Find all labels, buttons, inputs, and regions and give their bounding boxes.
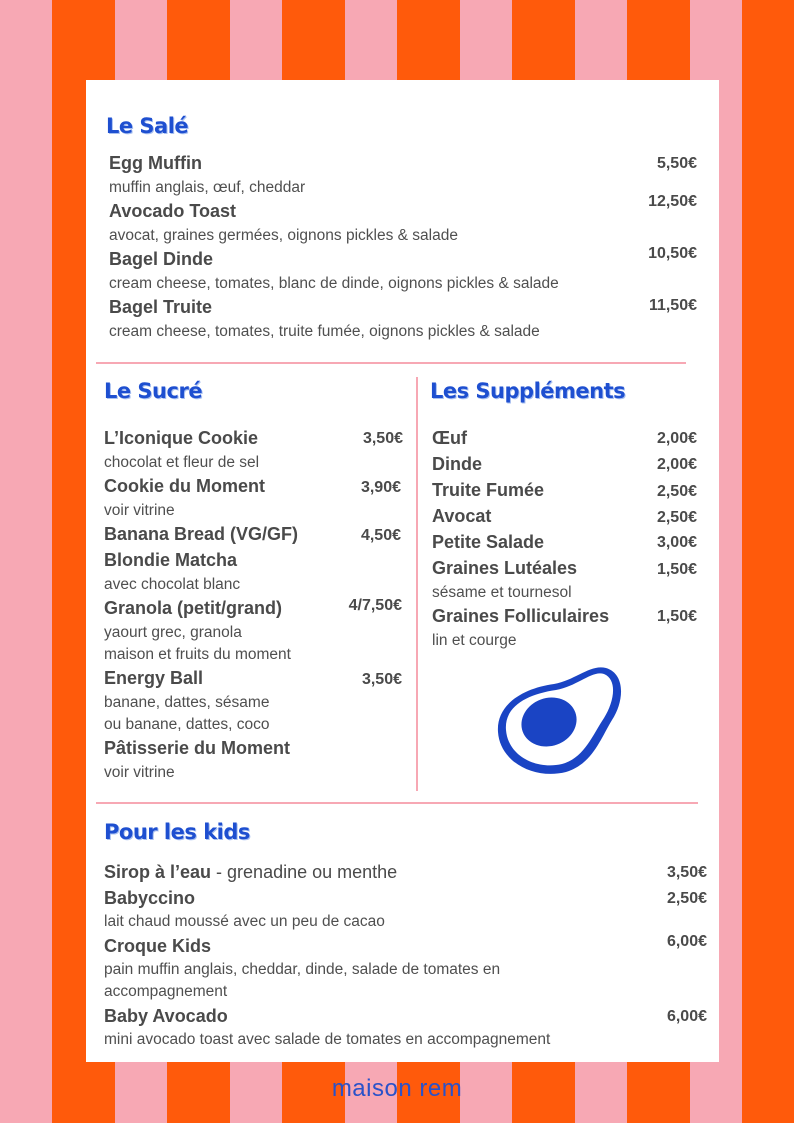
section-title-sale: Le Salé [106,114,189,138]
kids-item-name-suffix: - grenadine ou menthe [211,862,398,882]
supplement-item-price: 2,00€ [656,456,697,473]
kids-item-name: Baby Avocado [104,1006,228,1026]
column-divider [416,377,418,791]
sale-item-name: Bagel Dinde [109,249,214,269]
sale-item-desc: cream cheese, tomates, blanc de dinde, oignons pickles & salade [109,275,559,292]
section-divider [96,802,698,804]
supplement-item-desc: lin et courge [432,632,517,649]
sale-item-name: Egg Muffin [109,153,202,173]
supplement-item-name: Avocat [432,506,492,526]
kids-item-price: 2,50€ [666,890,707,907]
sale-item-desc: avocat, graines germées, oignons pickles & salade [109,227,458,244]
sucre-item-desc: maison et fruits du moment [104,646,291,663]
supplement-item-price: 2,50€ [656,509,697,526]
sale-item-price: 12,50€ [648,193,697,210]
supplement-item-name: Œuf [432,428,467,448]
sucre-item-price: 3,50€ [362,430,403,447]
supplement-item-name: Dinde [432,454,483,474]
sucre-item-name: Granola (petit/grand) [104,598,283,618]
avocado-icon [494,660,630,778]
sale-item-name: Avocado Toast [109,201,237,221]
sucre-item-desc: banane, dattes, sésame [104,694,270,711]
kids-item-name: Croque Kids [104,936,212,956]
sucre-item-desc: avec chocolat blanc [104,576,241,593]
supplement-item-name: Graines Lutéales [432,558,578,578]
sucre-item-name: Banana Bread (VG/GF) [104,524,299,544]
sale-item-price: 10,50€ [648,245,697,262]
sale-item-desc: muffin anglais, œuf, cheddar [109,179,306,196]
sale-item-desc: cream cheese, tomates, truite fumée, oignons pickles & salade [109,323,540,340]
kids-item-price: 6,00€ [666,933,707,950]
sucre-item-price: 4,50€ [360,527,401,544]
sucre-item-desc: yaourt grec, granola [104,624,242,641]
sucre-item-desc: ou banane, dattes, coco [104,716,270,733]
sucre-item-name: Pâtisserie du Moment [104,738,291,758]
kids-item-name-text: Sirop à l’eau [104,862,212,882]
supplement-item-price: 1,50€ [656,608,697,625]
kids-item-desc: mini avocado toast avec salade de tomates en accompagnement [104,1031,551,1048]
sucre-item-price: 3,50€ [361,671,402,688]
sale-item-price: 11,50€ [648,297,697,314]
sucre-item-desc: voir vitrine [104,502,175,519]
kids-item-name [104,862,397,883]
section-title-sucre: Le Sucré [104,379,203,403]
kids-item-desc: pain muffin anglais, cheddar, dinde, salade de tomates en [104,961,501,978]
sucre-item-desc: voir vitrine [104,764,175,781]
sucre-item-desc: chocolat et fleur de sel [104,454,260,471]
sucre-item-price: 3,90€ [360,479,401,496]
sale-item-name: Bagel Truite [109,297,213,317]
brand-logo: maison rem [331,1075,463,1102]
supplement-item-price: 3,00€ [656,534,697,551]
kids-item-desc: lait chaud moussé avec un peu de cacao [104,913,385,930]
kids-item-price: 3,50€ [666,864,707,881]
section-title-supplements: Les Suppléments [430,379,626,403]
supplement-item-price: 2,00€ [656,430,697,447]
sucre-item-price: 4/7,50€ [348,597,402,614]
sucre-item-name: Energy Ball [104,668,204,688]
supplement-item-desc: sésame et tournesol [432,584,572,601]
sucre-item-name: Blondie Matcha [104,550,238,570]
sucre-item-name: L’Iconique Cookie [104,428,259,448]
kids-item-price: 6,00€ [666,1008,707,1025]
sale-item-price: 5,50€ [656,155,697,172]
section-divider [96,362,686,364]
kids-item-name: Babyccino [104,888,196,908]
section-title-kids: Pour les kids [104,820,250,844]
supplement-item-name: Truite Fumée [432,480,545,500]
supplement-item-name: Graines Folliculaires [432,606,610,626]
sucre-item-name: Cookie du Moment [104,476,265,496]
supplement-item-price: 2,50€ [656,483,697,500]
supplement-item-price: 1,50€ [656,561,697,578]
supplement-item-name: Petite Salade [432,532,545,552]
kids-item-desc: accompagnement [104,983,228,1000]
